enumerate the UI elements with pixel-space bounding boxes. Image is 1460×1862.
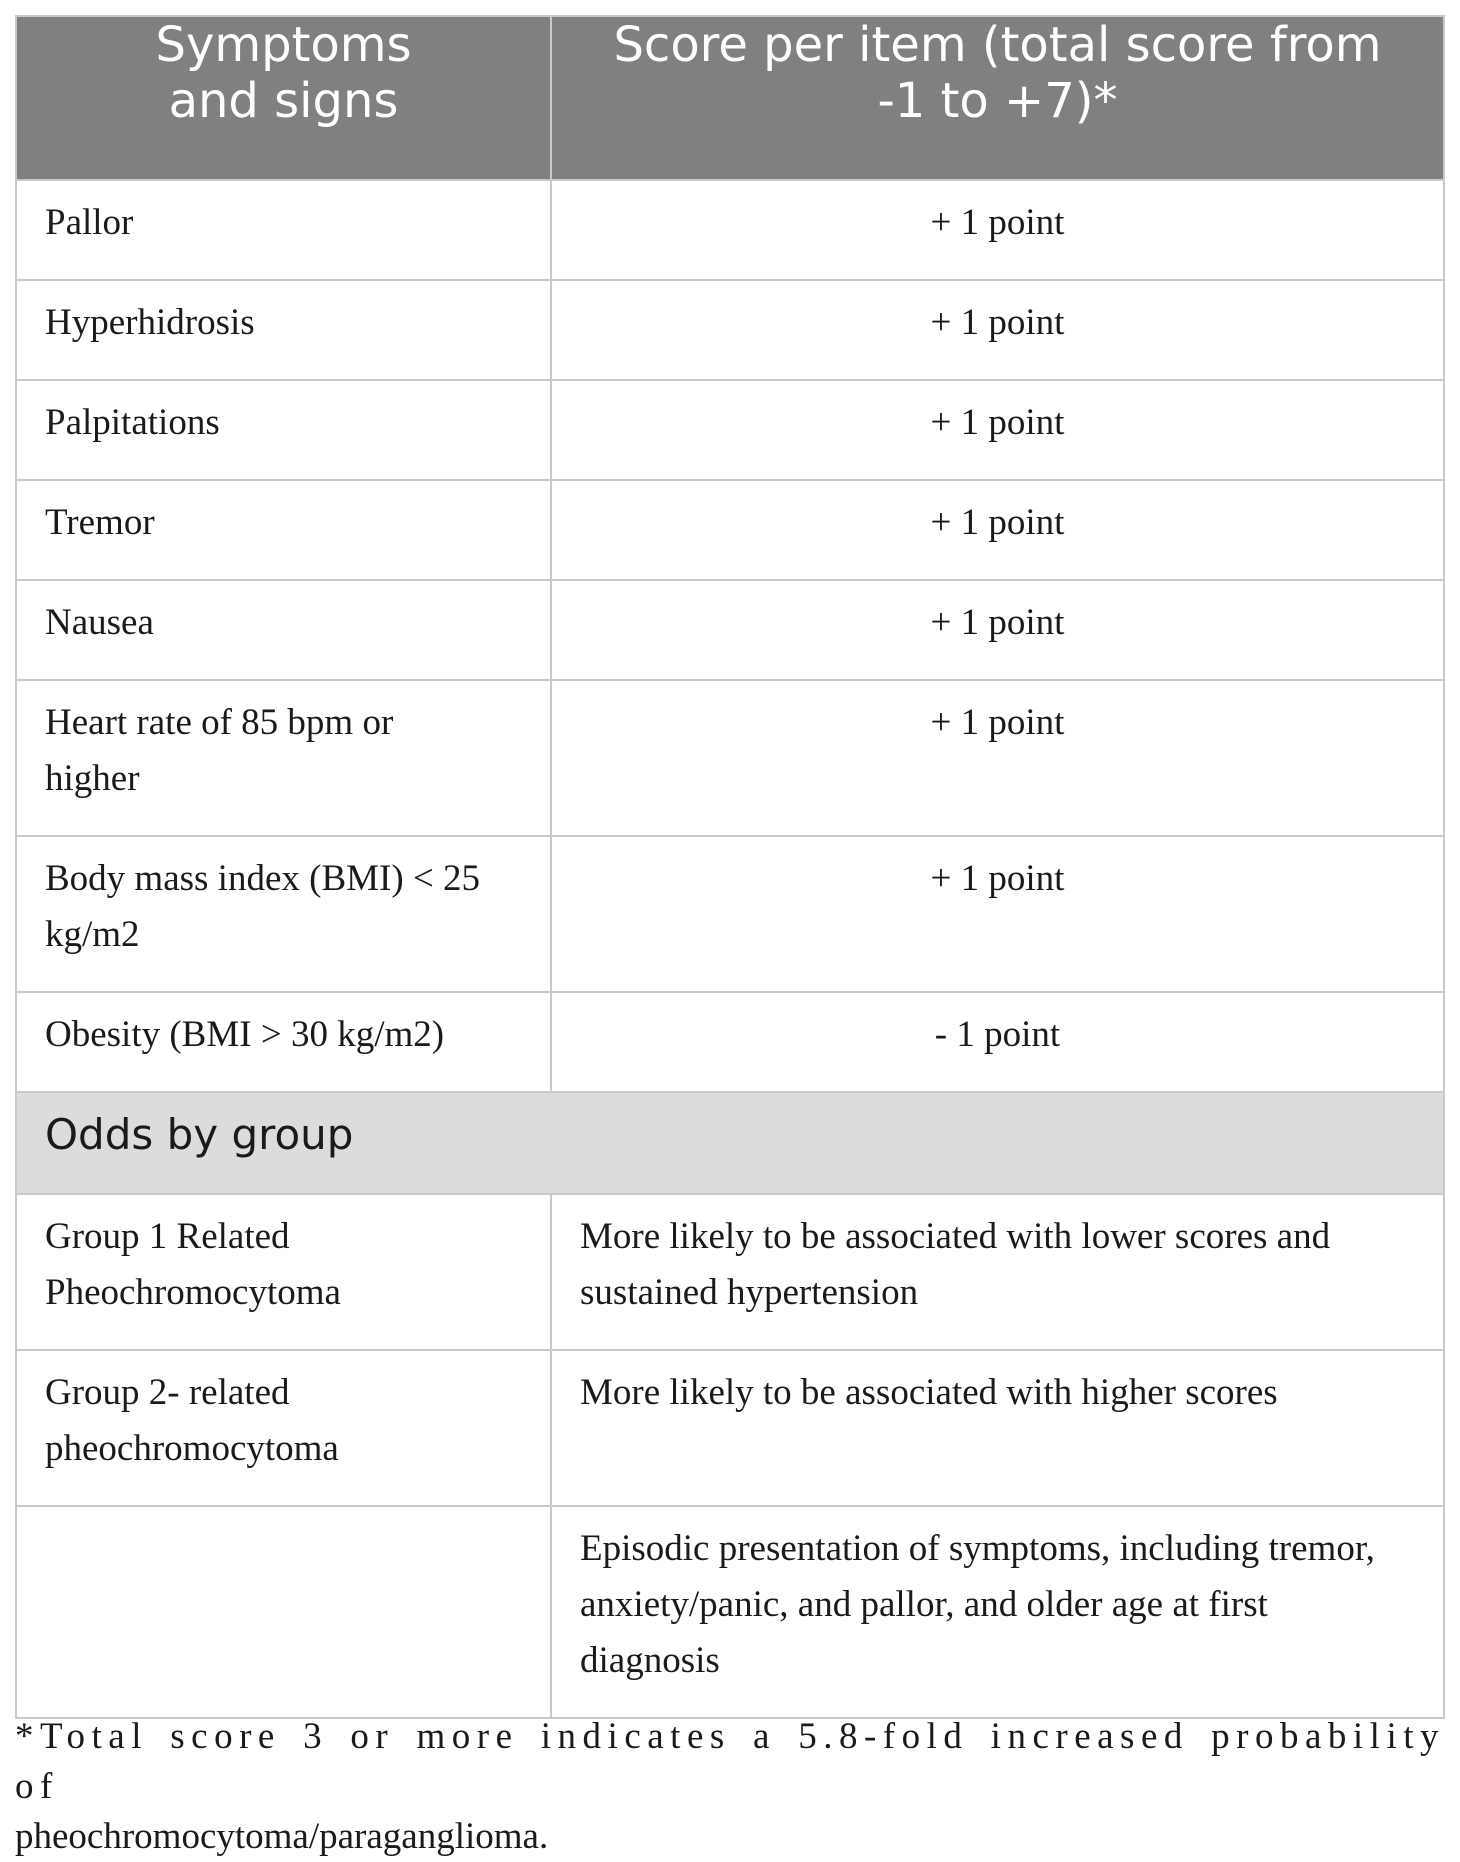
score-table [15,15,1445,1719]
sign-cell: Heart rate of 85 bpm or higher [16,680,551,836]
sign-cell: Obesity (BMI > 30 kg/m2) [16,992,551,1092]
score-cell: + 1 point [551,836,1444,992]
score-cell: - 1 point [551,992,1444,1092]
footnote-line-2: pheochromocytoma/paraganglioma. [15,1816,549,1857]
table-row [16,380,1444,480]
score-cell: + 1 point [551,280,1444,380]
header-symptoms: Symptoms and signs [16,16,551,180]
group-description: Episodic presentation of symptoms, including tremor, anxiety/panic, and pallor, and older age at first diagnosis [551,1506,1444,1718]
group-cell: Group 2- related pheochromocytoma [16,1350,551,1506]
header-score: Score per item (total score from -1 to +7)* [551,16,1444,180]
score-cell: + 1 point [551,380,1444,480]
sign-cell: Hyperhidrosis [16,280,551,380]
table-row [16,580,1444,680]
table-row [16,992,1444,1092]
score-cell: + 1 point [551,680,1444,836]
section-title: Odds by group [16,1092,1444,1194]
score-cell: + 1 point [551,480,1444,580]
footnote-line-1: *Total score 3 or more indicates a 5.8-fold increased probability of [15,1716,1445,1807]
table-row [16,836,1444,992]
group-description: More likely to be associated with higher scores [551,1350,1444,1506]
table-row [16,680,1444,836]
score-cell: + 1 point [551,180,1444,280]
sign-cell: Nausea [16,580,551,680]
table-row [16,180,1444,280]
table-footnote [15,1712,1445,1862]
sign-cell: Pallor [16,180,551,280]
group-cell: Group 1 Related Pheochromocytoma [16,1194,551,1350]
score-cell: + 1 point [551,580,1444,680]
table-row [16,1506,1444,1718]
table-row [16,1350,1444,1506]
group-cell [16,1506,551,1718]
group-description: More likely to be associated with lower scores and sustained hypertension [551,1194,1444,1350]
sign-cell: Body mass index (BMI) < 25 kg/m2 [16,836,551,992]
header-row [16,16,1444,180]
table-row [16,280,1444,380]
table-row [16,1194,1444,1350]
table-row [16,480,1444,580]
sign-cell: Palpitations [16,380,551,480]
section-row [16,1092,1444,1194]
sign-cell: Tremor [16,480,551,580]
